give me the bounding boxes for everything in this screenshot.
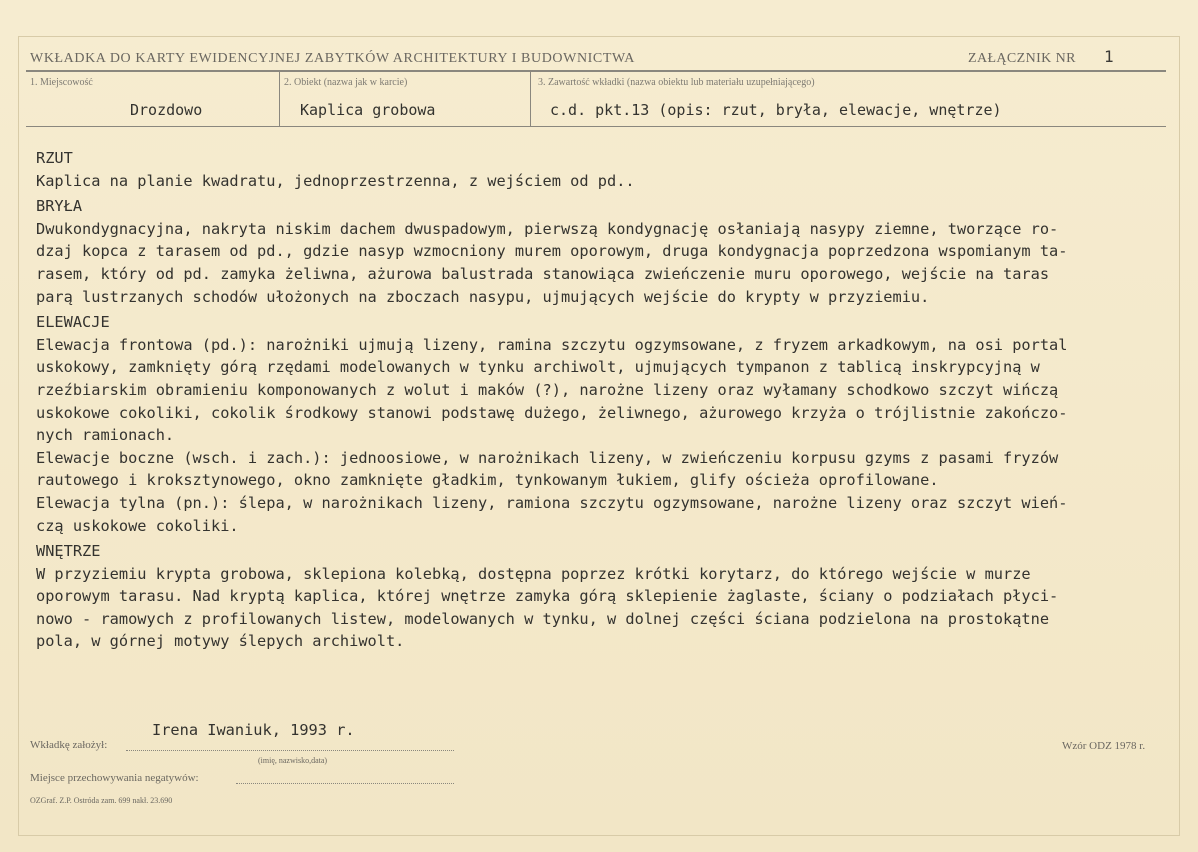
text-line: W przyziemiu krypta grobowa, sklepiona kolebką, dostępna poprzez krótki korytarz, do którego wejście w murze <box>36 564 1031 583</box>
made-by-label: Wkładkę założył: <box>30 739 108 751</box>
section-heading: RZUT <box>36 149 73 167</box>
field-divider <box>530 72 531 127</box>
text-line: czą uskokowe cokoliki. <box>36 516 239 535</box>
text-line: dzaj kopca z tarasem od pd., gdzie nasyp wzmocniony murem oporowym, druga kondygnacja poprzedzona wspomianym ta- <box>36 242 1068 261</box>
made-by-line <box>126 750 454 751</box>
text-line: Kaplica na planie kwadratu, jednoprzestrzenna, z wejściem od pd.. <box>36 171 635 190</box>
text-line: rasem, który od pd. zamyka żeliwna, ażurowa balustrada stanowiąca zwieńczenie muru oporowego, wejście na taras <box>36 264 1050 283</box>
author-signature: Irena Iwaniuk, 1993 r. <box>152 721 355 739</box>
header-rule <box>26 70 1166 72</box>
text-line: rautowego i kroksztynowego, okno zamknięte gładkim, tynkowanym łukiem, glify ościeża oprofilowane. <box>36 471 939 490</box>
text-line: Elewacja frontowa (pd.): narożniki ujmują lizeny, ramina szczytu ogzymsowane, z fryzem arkadkowym, na osi portal <box>36 335 1068 354</box>
field-divider <box>279 72 280 127</box>
sheet-title: WKŁADKA DO KARTY EWIDENCYJNEJ ZABYTKÓW ARCHITEKTURY I BUDOWNICTWA <box>30 51 635 66</box>
field-value-object: Kaplica grobowa <box>300 101 436 119</box>
text-line: nowo - ramowych z profilowanych listew, modelowanych w tynku, w dolnej części ściana podzielona na prostokątne <box>36 609 1050 628</box>
field-label-locality: 1. Miejscowość <box>30 77 93 88</box>
form-model: Wzór ODZ 1978 r. <box>1062 740 1146 752</box>
field-label-object: 2. Obiekt (nazwa jak w karcie) <box>284 77 408 88</box>
field-value-locality: Drozdowo <box>130 101 203 119</box>
made-by-sub: (imię, nazwisko,data) <box>258 756 328 765</box>
text-line: Elewacje boczne (wsch. i zach.): jednoosiowe, w narożnikach lizeny, w zwieńczeniu korpusu gzyms z pasami fryzów <box>36 448 1059 467</box>
text-line: nych ramionach. <box>36 426 175 445</box>
section-heading: ELEWACJE <box>36 313 110 332</box>
text-line: uskokowe cokoliki, cokolik środkowy stanowi podstawę dużego, żeliwnego, ażurowego krzyża o trójlistnie zakończo- <box>36 403 1068 422</box>
field-value-contents: c.d. pkt.13 (opis: rzut, bryła, elewacje, wnętrze) <box>550 101 1002 119</box>
text-line: parą lustrzanych schodów ułożonych na zboczach nasypu, ujmujących wejście do krypty w przyziemiu. <box>36 287 930 306</box>
fields-rule <box>26 126 1166 127</box>
negatives-line <box>236 783 454 784</box>
text-line: rzeźbiarskim obramieniu komponowanych z wolut i maków (?), narożne lizeny oraz wyłamany schodkowo szczyt wińczą <box>36 380 1059 399</box>
text-line: Dwukondygnacyjna, nakryta niskim dachem dwuspadowym, pierwszą kondygnację osłaniają nasypy ziemne, tworzące ro- <box>36 219 1059 238</box>
text-line: oporowym tarasu. Nad kryptą kaplica, której wnętrze zamyka górą sklepienie żaglaste, ściany o podziałach płyci- <box>36 587 1059 606</box>
attachment-label: ZAŁĄCZNIK NR <box>968 51 1076 66</box>
text-line: Elewacja tylna (pn.): ślepa, w narożnikach lizeny, ramiona szczytu ogzymsowane, narożne lizeny oraz szczyt wień- <box>36 493 1068 512</box>
negatives-label: Miejsce przechowywania negatywów: <box>30 772 199 784</box>
printer-note: OZGraf. Z.P. Ostróda zam. 699 nakł. 23.690 <box>30 796 173 805</box>
attachment-number: 1 <box>1104 47 1114 66</box>
text-line: pola, w górnej motywy ślepych archiwolt. <box>36 632 405 651</box>
text-line: uskokowy, zamknięty górą rzędami modelowanych w tynku archiwolt, ujmujących tympanon z tablicą inskrypcyjną w <box>36 358 1040 377</box>
description-body <box>36 147 1176 653</box>
section-heading: WNĘTRZE <box>36 542 101 561</box>
section-heading: BRYŁA <box>36 197 83 216</box>
field-label-contents: 3. Zawartość wkładki (nazwa obiektu lub materiału uzupełniającego) <box>538 77 815 88</box>
